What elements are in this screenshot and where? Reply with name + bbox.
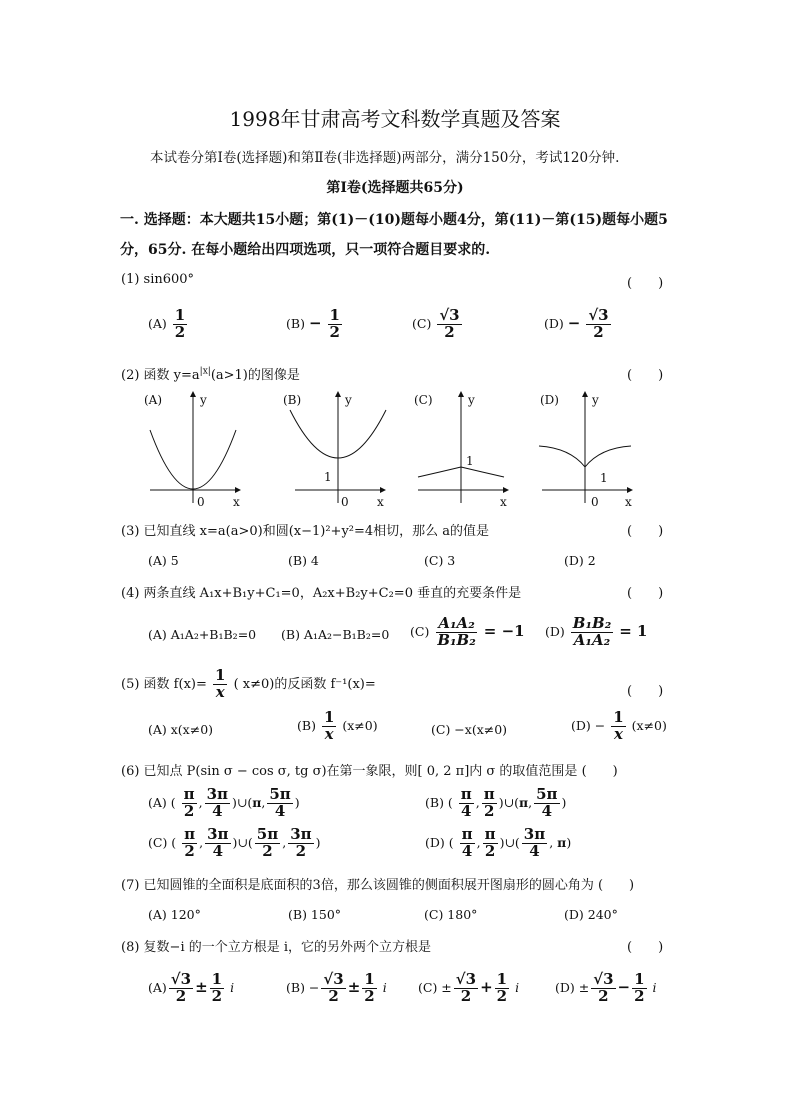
origin-label: 0 — [591, 495, 599, 509]
answer-paren: ( ) — [627, 276, 664, 291]
q3-option-c: (C) 3 — [424, 553, 456, 568]
answer-paren: ( ) — [627, 940, 664, 955]
q5-option-a: (A) x(x≠0) — [148, 722, 214, 737]
intro-text: 本试卷分第Ⅰ卷(选择题)和第Ⅱ卷(非选择题)两部分，满分150分，考试120分钟. — [150, 150, 620, 166]
q2-stem: (2) 函数 $y=a^{|x|}(a>1)$的图像是 — [121, 366, 300, 383]
q4-option-d: (D) $\frac{\text{B₁B₂}}{\text{A₁A₂}}$ = 1 — [545, 614, 648, 649]
q1-stem: (1) sin600° — [121, 272, 195, 287]
q2-graph-d-label: (D) — [540, 393, 559, 407]
intercept-label: 1 — [466, 454, 474, 468]
q1-option-b: (B) − $\frac{1}{2}$ — [286, 306, 340, 341]
q2-graph-c-label: (C) — [414, 393, 433, 407]
answer-paren: ( ) — [627, 586, 664, 601]
q4-option-a: (A) A₁A₂+B₁B₂=0 — [148, 627, 257, 642]
q3-option-d: (D) 2 — [564, 553, 596, 568]
q7-stem: (7) 已知圆锥的全面积是底面积的3倍，那么该圆锥的侧面积展开图扇形的圆心角为 ( ) — [121, 878, 635, 893]
q7-option-b: (B) 150° — [288, 907, 342, 922]
q3-option-b: (B) 4 — [288, 553, 319, 568]
q8-option-b: (B) − $\frac{√3}{2}$ ± $\frac{1}{2}$ i — [286, 970, 387, 1005]
q2-graphs — [140, 388, 660, 513]
instructions-line-1: 一. 选择题：本大题共15小题；第(1)－(10)题每小题4分，第(11)－第(15)题每小题5 — [120, 212, 668, 228]
y-axis-label: y — [592, 393, 599, 407]
instructions-line-2: 分，65分. 在每小题给出四项选项，只一项符合题目要求的. — [120, 242, 491, 258]
x-axis-label: x — [500, 495, 507, 509]
q3-stem: (3) 已知直线 x=a(a>0)和圆(x−1)²+y²=4相切，那么 a的值是 — [121, 524, 490, 539]
q6-stem: (6) 已知点 P(sin σ − cos σ, tg σ)在第一象限，则[ 0, 2 π]内 σ 的取值范围是 ( ) — [121, 764, 618, 779]
q8-stem: (8) 复数−i 的一个立方根是 i，它的另外两个立方根是 — [121, 940, 432, 955]
q6-option-d: (D) ( $\frac{\pi}{4}$ , $\frac{\pi}{2}$ )∪( $\frac{3\pi}{4}$ , π) — [425, 825, 572, 860]
q7-option-a: (A) 120° — [148, 907, 201, 922]
y-axis-label: y — [200, 393, 207, 407]
q5-option-c: (C) −x(x≠0) — [431, 722, 508, 737]
q4-option-b: (B) A₁A₂−B₁B₂=0 — [281, 627, 390, 642]
answer-paren: ( ) — [627, 368, 664, 383]
q1-option-a: (A) $\frac{1}{2}$ — [148, 306, 186, 341]
q6-option-a: (A) ( $\frac{\pi}{2}$ , $\frac{3\pi}{4}$ )∪(π, $\frac{5\pi}{4}$ ) — [148, 785, 300, 820]
q6-option-b: (B) ( $\frac{\pi}{4}$ , $\frac{\pi}{2}$ )∪(π, $\frac{5\pi}{4}$ ) — [425, 785, 567, 820]
q5-stem: (5) 函数 f(x)= $\frac{1}{x}$ ( x≠0)的反函数 f⁻¹(x)= — [121, 666, 376, 701]
origin-label: 0 — [197, 495, 205, 509]
q2-graph-b-label: (B) — [283, 393, 302, 407]
y-axis-label: y — [345, 393, 352, 407]
section-heading: 第Ⅰ卷(选择题共65分) — [326, 180, 464, 196]
q7-option-d: (D) 240° — [564, 907, 618, 922]
y-axis-label: y — [468, 393, 475, 407]
q8-option-c: (C) ± $\frac{√3}{2}$ + $\frac{1}{2}$ i — [418, 970, 520, 1005]
q6-option-c: (C) ( $\frac{\pi}{2}$ , $\frac{3\pi}{4}$ )∪( $\frac{5\pi}{2}$ , $\frac{3\pi}{2}$ ) — [148, 825, 321, 860]
page-title: 1998年甘肃高考文科数学真题及答案 — [229, 107, 561, 131]
origin-label: 0 — [341, 495, 349, 509]
q7-option-c: (C) 180° — [424, 907, 478, 922]
intercept-label: 1 — [600, 471, 608, 485]
x-axis-label: x — [377, 495, 384, 509]
q8-option-a: (A) $\frac{√3}{2}$ ± $\frac{1}{2}$ i — [148, 970, 235, 1005]
q3-option-a: (A) 5 — [148, 553, 179, 568]
intercept-label: 1 — [324, 470, 332, 484]
q8-option-d: (D) ± $\frac{√3}{2}$ − $\frac{1}{2}$ i — [555, 970, 657, 1005]
q1-option-d: (D) − $\frac{√3}{2}$ — [544, 306, 609, 341]
q5-option-d: (D) − $\frac{1}{x}$ (x≠0) — [571, 708, 667, 743]
q5-option-b: (B) $\frac{1}{x}$ (x≠0) — [297, 708, 378, 743]
q2-graph-a-label: (A) — [144, 393, 163, 407]
x-axis-label: x — [233, 495, 240, 509]
answer-paren: ( ) — [627, 684, 664, 699]
q1-option-c: (C) $\frac{√3}{2}$ — [412, 306, 460, 341]
x-axis-label: x — [625, 495, 632, 509]
answer-paren: ( ) — [627, 524, 664, 539]
q4-option-c: (C) $\frac{\text{A₁A₂}}{\text{B₁B₂}}$ = −1 — [410, 614, 525, 649]
q4-stem: (4) 两条直线 A₁x+B₁y+C₁=0，A₂x+B₂y+C₂=0 垂直的充要条件是 — [121, 586, 522, 601]
